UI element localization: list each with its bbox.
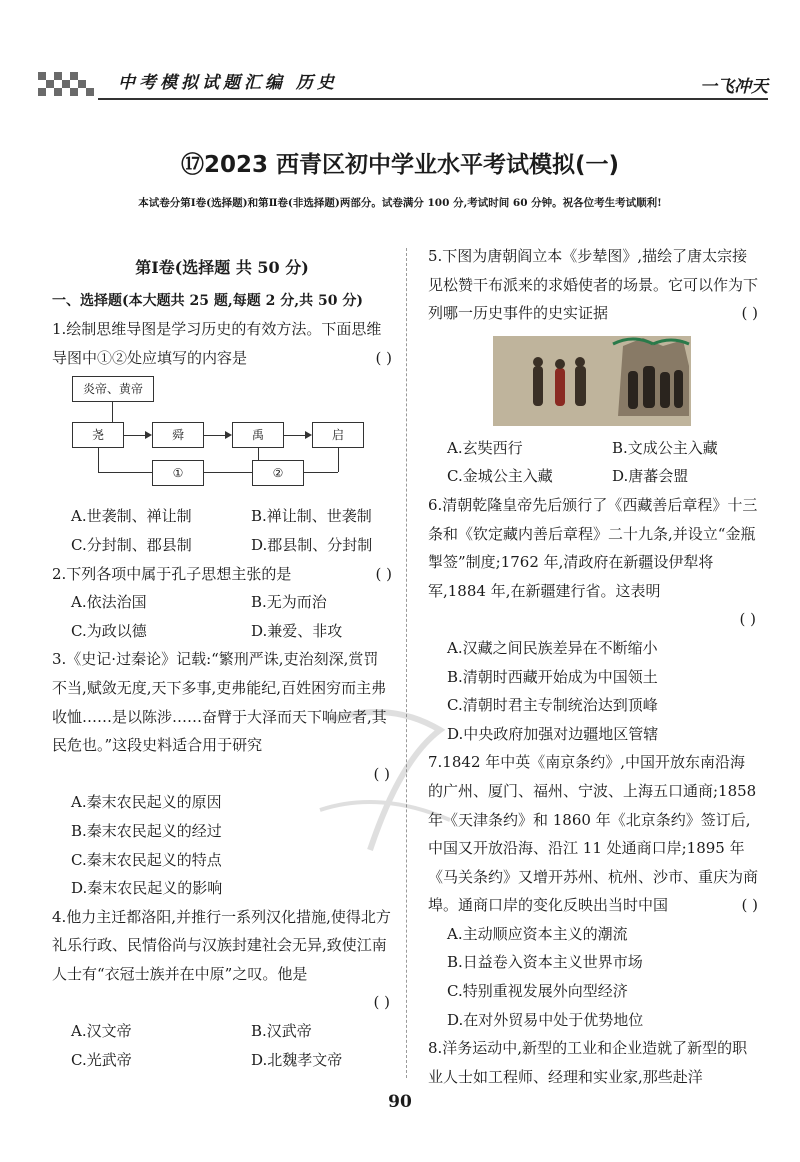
mind-map [72,376,372,496]
connector [284,435,306,436]
connector [98,448,99,472]
option[interactable]: D.兼爱、非攻 [251,621,343,640]
question-stem: 6.清朝乾隆皇帝先后颁行了《西藏善后章程》十三条和《钦定藏内善后章程》二十九条,并设立“金瓶掣签”制度;1762 年,清政府在新疆设伊犁将军,1884 年,在新疆建行省。这表明 [428,495,758,600]
option[interactable]: B.禅让制、世袭制 [251,507,372,526]
page-number: 90 [388,1092,412,1112]
answer-blank[interactable]: ( ) [741,304,758,323]
column-divider [406,248,407,1078]
option[interactable]: D.在对外贸易中处于优势地位 [447,1010,644,1029]
answer-blank[interactable]: ( ) [739,610,756,629]
connector [204,472,254,473]
arrow-icon [145,431,152,439]
answer-blank[interactable]: ( ) [741,896,758,915]
option[interactable]: D.秦末农民起义的影响 [71,879,223,898]
node-yao: 尧 [72,422,124,448]
connector [204,435,226,436]
header-rule [98,98,768,100]
page-header [38,58,768,102]
connector [124,435,146,436]
option[interactable]: A.玄奘西行 [447,438,523,457]
question-5 [428,242,758,328]
series-title: 中考模拟试题汇编 历史 [118,73,338,93]
answer-blank[interactable]: ( ) [373,993,390,1012]
option[interactable]: D.郡县制、分封制 [251,535,373,554]
option[interactable]: A.主动顺应资本主义的潮流 [447,924,628,943]
blank-1: ① [152,460,204,486]
option[interactable]: A.依法治国 [71,593,147,612]
option[interactable]: B.无为而治 [251,593,327,612]
option[interactable]: C.特别重视发展外向型经济 [447,982,628,1001]
connector [304,472,338,473]
option[interactable]: A.汉藏之间民族差异在不断缩小 [447,638,658,657]
arrow-icon [225,431,232,439]
painting-figures-icon [493,336,691,426]
question-6 [428,491,758,634]
answer-blank[interactable]: ( ) [373,764,390,783]
buniantu-painting-image [493,336,691,426]
arrow-icon [305,431,312,439]
exam-title: ⑰2023 西青区初中学业水平考试模拟(一) [180,152,620,178]
question-stem: 2.下列各项中属于孔子思想主张的是 [52,564,292,583]
question-7 [428,748,758,920]
connector [98,472,152,473]
option[interactable]: A.秦末农民起义的原因 [71,793,222,812]
brand-logo: 一飞冲天 [700,77,768,97]
left-column [52,248,392,1074]
question-stem: 4.他力主迁都洛阳,并推行一系列汉化措施,使得北方礼乐行政、民情俗尚与汉族封建社会无异,致使江南人士有“衣冠士族并在中原”之叹。他是 [52,907,391,983]
exam-notice: 本试卷分第Ⅰ卷(选择题)和第Ⅱ卷(非选择题)两部分。试卷满分 100 分,考试时间 60 分钟。祝各位考生考试顺利! [138,197,662,209]
option[interactable]: D.唐蕃会盟 [612,467,689,486]
question-3 [52,645,392,788]
option[interactable]: A.世袭制、禅让制 [71,507,192,526]
options-q1 [52,502,392,559]
question-1 [52,315,392,372]
question-stem: 8.洋务运动中,新型的工业和企业造就了新型的职业人士如工程师、经理和实业家,那些赴洋 [428,1039,748,1086]
question-stem: 7.1842 年中英《南京条约》,中国开放东南沿海的广州、厦门、福州、宁波、上海五口通商;1858 年《天津条约》和 1860 年《北京条约》签订后,中国又开放沿海、沿江 11 处通商口岸;1895 年《马关条约》又增开苏州、杭州、沙市、重庆为商埠。通商口岸的变化反映出当时中国 [428,753,759,915]
connector [338,448,339,472]
right-column [428,242,758,1091]
option[interactable]: C.金城公主入藏 [447,467,553,486]
node-shun: 舜 [152,422,204,448]
option[interactable]: B.秦末农民起义的经过 [71,821,222,840]
header-decoration [38,72,118,98]
question-stem: 3.《史记·过秦论》记载:“繁刑严诛,吏治刻深,赏罚不当,赋敛无度,天下多事,吏弗能纪,百姓困穷而主弗收恤……是以陈涉……奋臂于大泽而天下响应者,其民危也。”这段史料适合用于研究 [52,650,387,755]
option[interactable]: A.汉文帝 [71,1022,132,1041]
option[interactable]: B.汉武帝 [251,1022,312,1041]
options-q2 [52,588,392,645]
answer-blank[interactable]: ( ) [375,348,392,367]
node-qi: 启 [312,422,364,448]
option[interactable]: C.为政以德 [71,621,147,640]
blank-2: ② [252,460,304,486]
question-4 [52,903,392,1017]
answer-blank[interactable]: ( ) [375,564,392,583]
option[interactable]: D.中央政府加强对边疆地区管辖 [447,724,659,743]
connector [112,402,113,422]
options-q5 [428,434,758,491]
option[interactable]: D.北魏孝文帝 [251,1050,343,1069]
node-yu: 禹 [232,422,284,448]
option[interactable]: C.清朝时君主专制统治达到顶峰 [447,696,658,715]
part-title: 第Ⅰ卷(选择题 共 50 分) [135,258,309,277]
question-stem: 5.下图为唐朝阎立本《步辇图》,描绘了唐太宗接见松赞干布派来的求婚使者的场景。它可以作为下列哪一历史事件的史实证据 [428,247,759,323]
question-2 [52,560,392,589]
option[interactable]: C.秦末农民起义的特点 [71,850,222,869]
options-q4 [52,1017,392,1074]
option[interactable]: C.光武帝 [71,1050,132,1069]
option[interactable]: C.分封制、郡县制 [71,535,192,554]
option[interactable]: B.清朝时西藏开始成为中国领土 [447,667,658,686]
question-stem: 1.绘制思维导图是学习历史的有效方法。下面思维导图中①②处应填写的内容是 [52,320,382,367]
option[interactable]: B.文成公主入藏 [612,438,718,457]
mind-map-root: 炎帝、黄帝 [72,376,154,402]
question-8 [428,1034,758,1091]
option[interactable]: B.日益卷入资本主义世界市场 [447,953,643,972]
section-title: 一、选择题(本大题共 25 题,每题 2 分,共 50 分) [52,292,363,309]
